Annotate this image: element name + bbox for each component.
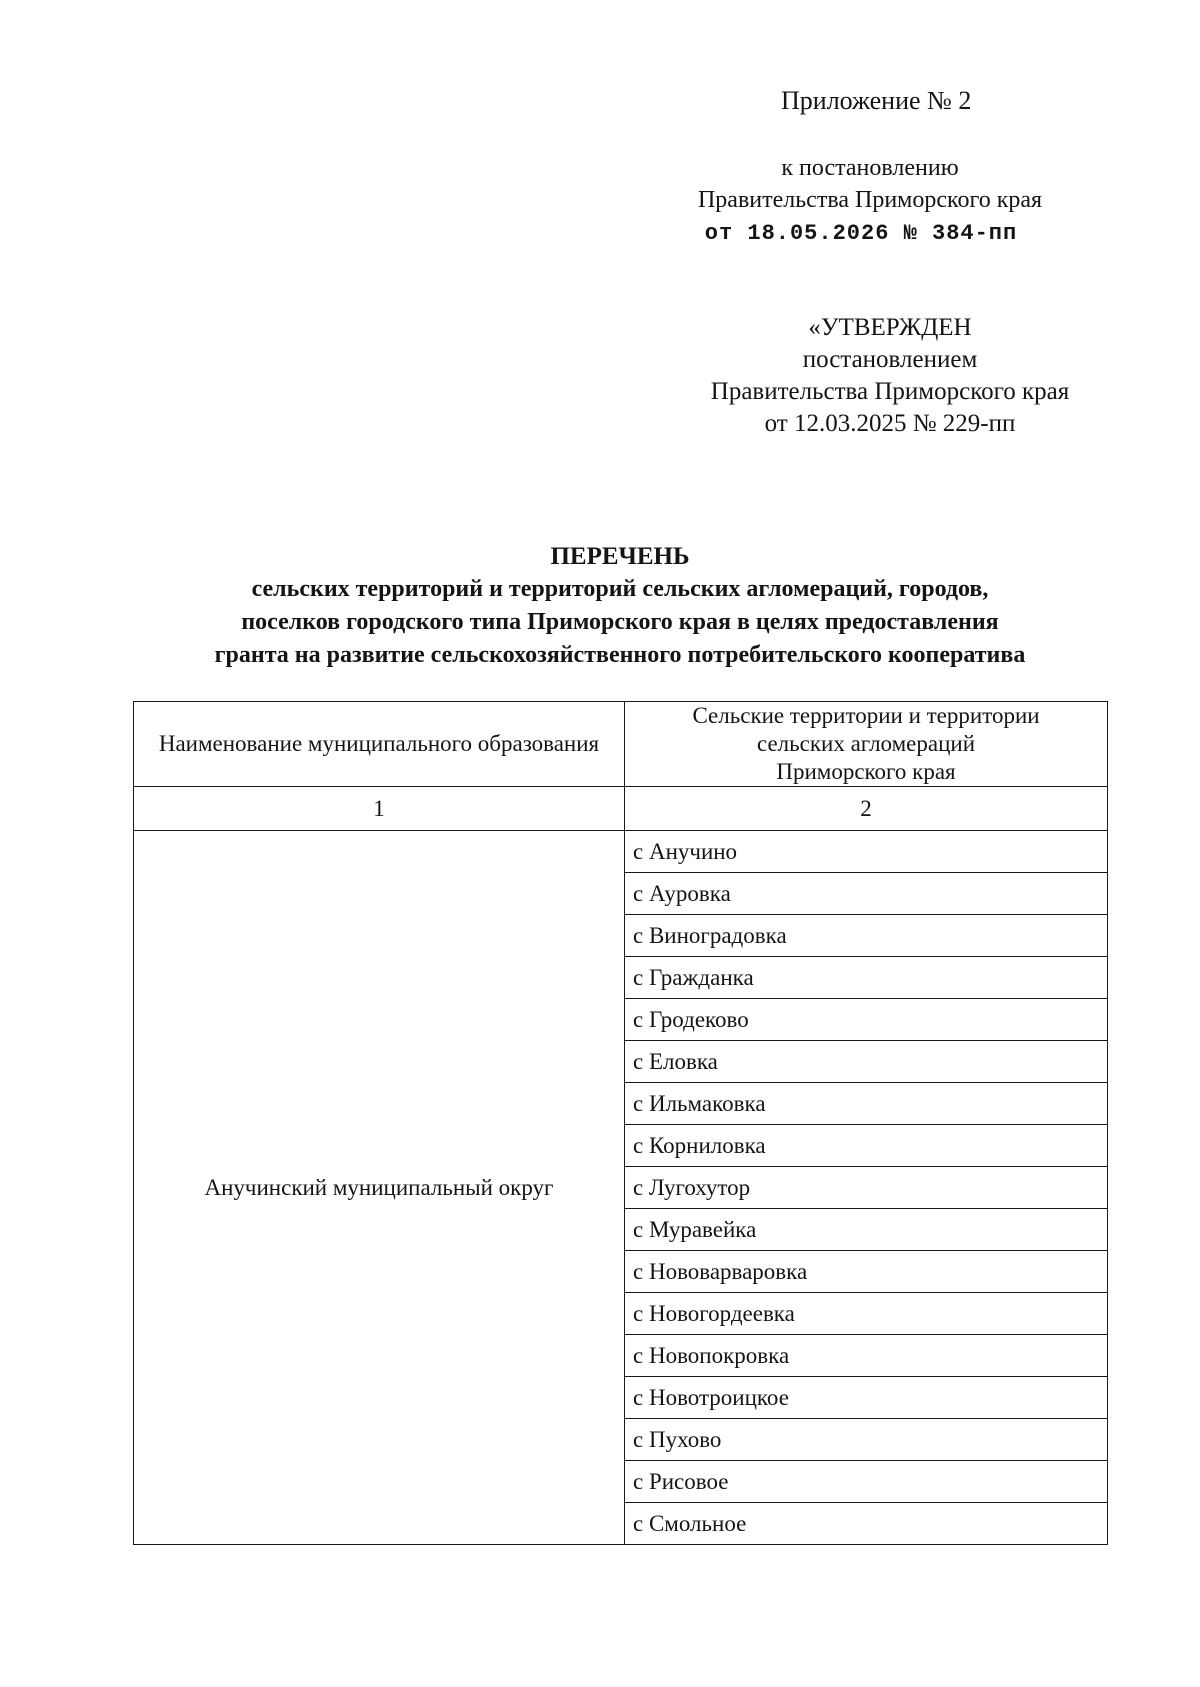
table-row	[134, 831, 1108, 873]
col2-header-line3: Приморского края	[776, 759, 956, 784]
settlement-name: с Корниловка	[625, 1125, 1108, 1167]
approved-label: «УТВЕРЖДЕН	[808, 314, 972, 341]
settlement-name: с Новотроицкое	[625, 1377, 1108, 1419]
col2-header-line2: сельских агломераций	[756, 731, 976, 756]
settlement-name: с Ильмаковка	[625, 1083, 1108, 1125]
document-title	[100, 540, 1140, 672]
table-header-row	[134, 702, 1108, 787]
resolution-reference	[640, 152, 1100, 250]
approved-block	[680, 312, 1100, 440]
government-text: Правительства Приморского края	[697, 187, 1043, 213]
settlement-name: с Еловка	[625, 1041, 1108, 1083]
settlement-name: с Новогордеевка	[625, 1293, 1108, 1335]
settlement-name: с Муравейка	[625, 1209, 1108, 1251]
title-line-1: сельских территорий и территорий сельских агломераций, городов,	[251, 576, 989, 602]
col1-header: Наименование муниципального образования	[134, 702, 625, 787]
settlement-name: с Виноградовка	[625, 915, 1108, 957]
settlement-name: с Пухово	[625, 1419, 1108, 1461]
appendix-number: Приложение № 2	[781, 86, 972, 115]
col2-header	[625, 702, 1108, 787]
approved-by-text: постановлением	[802, 346, 978, 373]
title-line-2: поселков городского типа Приморского края в целях предоставления	[241, 609, 999, 635]
settlement-name: с Рисовое	[625, 1461, 1108, 1503]
col2-header-line1: Сельские территории и территории	[692, 703, 1040, 728]
title-main: ПЕРЕЧЕНЬ	[550, 543, 690, 570]
district-name: Анучинский муниципальный округ	[134, 831, 625, 1545]
column-number-row	[134, 787, 1108, 831]
title-line-3: гранта на развитие сельскохозяйственного потребительского кооператива	[214, 642, 1026, 668]
territories-table	[133, 701, 1108, 1545]
settlement-name: с Смольное	[625, 1503, 1108, 1545]
to-resolution-text: к постановлению	[781, 155, 959, 181]
approved-government-text: Правительства Приморского края	[710, 378, 1070, 405]
approved-date-number: от 12.03.2025 № 229-пп	[764, 410, 1016, 437]
resolution-date-number: от 18.05.2026 № 384-пп	[704, 221, 1018, 246]
col2-number: 2	[625, 787, 1108, 831]
settlement-name: с Новопокровка	[625, 1335, 1108, 1377]
settlement-name: с Лугохутор	[625, 1167, 1108, 1209]
settlement-name: с Гражданка	[625, 957, 1108, 999]
settlement-name: с Анучино	[625, 831, 1108, 873]
col1-number: 1	[134, 787, 625, 831]
settlement-name: с Гродеково	[625, 999, 1108, 1041]
settlement-name: с Ауровка	[625, 873, 1108, 915]
settlement-name: с Нововарваровка	[625, 1251, 1108, 1293]
